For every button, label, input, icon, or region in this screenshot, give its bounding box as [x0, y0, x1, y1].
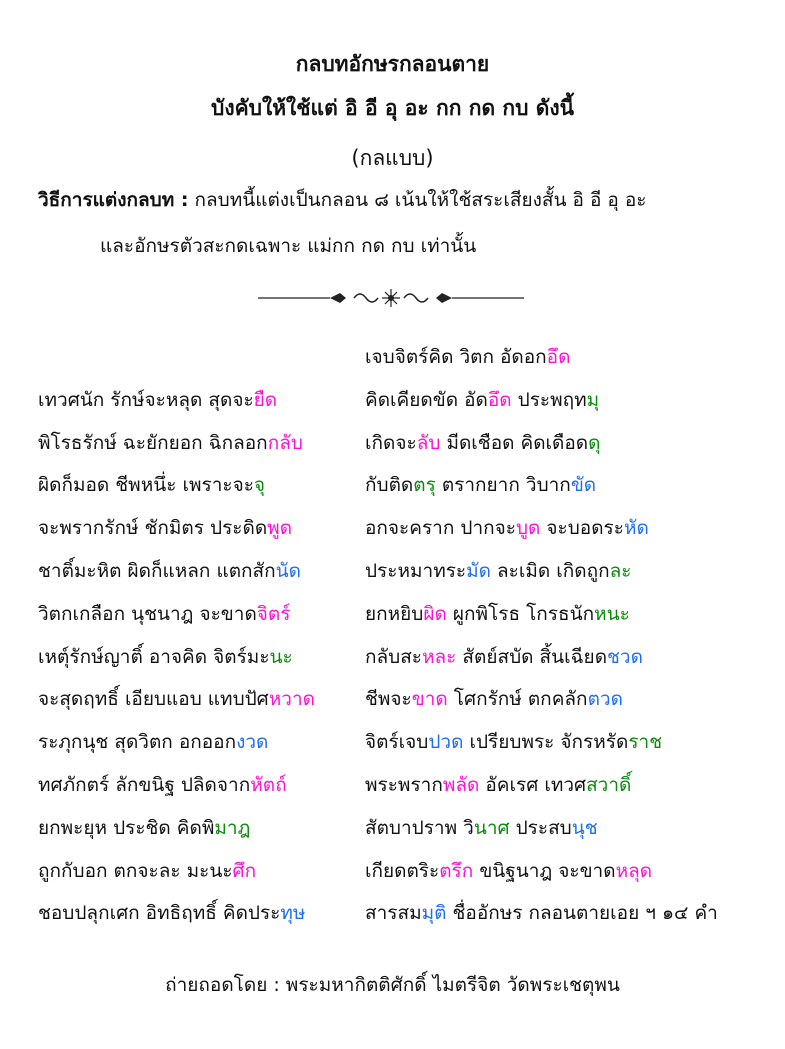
highlight-word: หวาด	[268, 688, 315, 711]
verse-text: กับติด	[365, 474, 414, 497]
highlight-word: มัด	[466, 560, 491, 582]
highlight-word: อึด	[487, 388, 512, 411]
verse-left	[38, 385, 277, 415]
verse-right	[365, 342, 570, 372]
highlight-word: หัด	[623, 517, 649, 540]
ornament-divider	[258, 286, 524, 310]
highlight-word: หละ	[422, 645, 457, 668]
highlight-word: มาฎ	[214, 816, 251, 839]
verse-text: วิตกเกลือก นุชนาฎ จะขาด	[38, 602, 257, 625]
highlight-word: จุ	[253, 474, 266, 497]
verse-text: ประสบ	[509, 816, 572, 839]
verse-text: ชาติ์มะหิต ผิดก็แหลก แตกสัก	[38, 560, 276, 582]
highlight-word: ขาด	[411, 688, 448, 711]
verse-left	[38, 599, 290, 629]
verse-text: ชีพจะ	[365, 688, 412, 711]
highlight-word: สวาดิ์	[586, 774, 632, 796]
verse-left	[38, 513, 292, 543]
verse-text: ชื่ออักษร กลอนตายเอย ฯ ๑๔ คำ	[446, 902, 718, 925]
highlight-word: ลับ	[416, 431, 441, 454]
verse-text: เหตุ์รักษ์ญาติ์ อาจคิด จิตร์มะ	[38, 645, 270, 668]
method-text-1: กลบทนี้แต่งเป็นกลอน ๘ เน้นให้ใช้สระเสียงสั้น อิ อี อุ อะ	[194, 189, 647, 211]
verse-right	[365, 513, 649, 543]
highlight-word: ราช	[628, 731, 663, 754]
verse-left	[38, 727, 268, 757]
highlight-word: กลับ	[267, 431, 303, 454]
verse-text: เปรียบพระ จักรหรัด	[463, 731, 629, 754]
verse-text: อัคเรศ เทวศ	[479, 774, 587, 796]
verse-text: จิตร์เจบ	[365, 731, 429, 754]
verse-text: ละเมิด เกิดถูก	[491, 560, 610, 582]
highlight-word: หลุด	[615, 859, 653, 882]
verse-text: ทศภักตร์ ลักขนิฐ ปลิดจาก	[38, 774, 251, 796]
verse-text: สัตบาปราพ วิ	[365, 816, 474, 839]
verse-text: โศกรักษ์ ตกคลัก	[447, 688, 588, 711]
verse-left	[38, 813, 250, 843]
verse-left	[38, 684, 315, 714]
verse-text: ยกหยิบ	[365, 602, 424, 625]
verse-text: กลับสะ	[365, 645, 423, 668]
verse-right	[365, 856, 652, 886]
title-line-2: บังคับให้ใช้แต่ อิ อี อุ อะ กก กด กบ ดังนี้	[210, 96, 575, 120]
method-line-2: และอักษรตัวสะกดเฉพาะ แม่กก กด กบ เท่านั้น	[100, 235, 477, 257]
highlight-word: ตรุ	[413, 474, 436, 497]
highlight-word: อึด	[546, 346, 571, 368]
verse-text: ยกพะยุห ประชิด คิดพิ	[38, 816, 215, 839]
credit-line: ถ่ายถอดโดย : พระมหากิตติศักดิ์ ไมตรีจิต วัดพระเชตุพน	[165, 974, 620, 996]
verse-text: เจบจิตร์คิด วิตก อัดอก	[365, 346, 547, 368]
verse-text: ตรากยาก วิบาก	[435, 474, 571, 497]
verse-text: ชอบปลุกเศก อิทธิฤทธิ์ คิดประ	[38, 902, 281, 925]
verse-text: จะบอดระ	[540, 517, 624, 540]
method-line-1	[38, 185, 646, 215]
verse-text: เกิดจะ	[365, 431, 417, 454]
title-line-1: กลบทอักษรกลอนตาย	[295, 52, 490, 76]
highlight-word: ตรึก	[439, 859, 474, 882]
verse-text: สัตย์สบัด สิ้นเฉียด	[456, 645, 608, 668]
verse-text: สารสม	[365, 902, 422, 925]
verse-right	[365, 813, 598, 843]
verse-right	[365, 642, 643, 672]
highlight-word: หนะ	[594, 602, 630, 625]
verse-left	[38, 428, 303, 458]
title-line-3: (กลแบบ)	[351, 146, 434, 170]
highlight-word: ขัด	[570, 474, 597, 497]
highlight-word: พูด	[267, 517, 293, 540]
verse-right	[365, 898, 718, 928]
verse-text: ระภุกนุช สุดวิตก อกออก	[38, 731, 237, 754]
verse-text: ผิดก็มอด ชีพหนึ่ะ เพราะจะ	[38, 474, 254, 497]
verse-text: ประพฤท	[511, 388, 587, 411]
highlight-word: ละ	[609, 560, 632, 582]
verse-left	[38, 556, 301, 586]
verse-right	[365, 470, 596, 500]
verse-left	[38, 770, 287, 800]
verse-text: จะพรากรักษ์ ชักมิตร ประดิด	[38, 517, 268, 540]
highlight-word: ผิด	[423, 602, 447, 625]
verse-text: พิโรธรักษ์ ฉะยักยอก ฉิกลอก	[38, 431, 268, 454]
highlight-word: ทุษ	[280, 902, 306, 925]
verse-text: อกจะคราก ปากจะ	[365, 517, 516, 540]
highlight-word: หัตถ์	[250, 774, 287, 796]
highlight-word: บูด	[515, 517, 541, 540]
highlight-word: ตวด	[587, 688, 623, 711]
highlight-word: พลัด	[442, 774, 480, 796]
highlight-word: นาศ	[473, 816, 510, 839]
verse-text: เทวศนัก รักษ์จะหลุด สุดจะ	[38, 388, 254, 411]
highlight-word: ปวด	[428, 731, 464, 754]
verse-text: จะสุดฤทธิ์ เอียบแอบ แทบปัศ	[38, 688, 269, 711]
highlight-word: ยืด	[253, 388, 278, 411]
verse-text: ขนิฐนาฎ จะขาด	[473, 859, 616, 882]
highlight-word: ศึก	[232, 859, 257, 882]
verse-text: มีดเชือด คิดเดือด	[440, 431, 589, 454]
verse-left	[38, 470, 265, 500]
highlight-word: จิตร์	[256, 602, 291, 625]
verse-right	[365, 684, 623, 714]
highlight-word: งวด	[236, 731, 269, 754]
highlight-word: นัด	[275, 560, 301, 582]
verse-right	[365, 556, 632, 586]
method-label: วิธีการแต่งกลบท :	[38, 189, 189, 211]
verse-right	[365, 385, 599, 415]
verse-text: ประหมาทระ	[365, 560, 467, 582]
verse-left	[38, 898, 305, 928]
verse-text: เกียดตริะ	[365, 859, 440, 882]
verse-text: ผูกพิโรธ โกรธนัก	[446, 602, 595, 625]
verse-right	[365, 428, 600, 458]
highlight-word: นุช	[571, 816, 598, 839]
verse-right	[365, 599, 630, 629]
verse-text: ถูกกับอก ตกจะละ มะนะ	[38, 859, 233, 882]
verse-right	[365, 770, 631, 800]
highlight-word: ชวด	[607, 645, 643, 668]
verse-text: พระพราก	[365, 774, 443, 796]
highlight-word: นะ	[269, 645, 293, 668]
verse-right	[365, 727, 662, 757]
verse-text: คิดเคียดขัด อัด	[365, 388, 488, 411]
highlight-word: ดุ	[588, 431, 601, 454]
verse-left	[38, 642, 293, 672]
highlight-word: มุ	[586, 388, 600, 411]
highlight-word: มุติ	[421, 902, 447, 925]
verse-left	[38, 856, 256, 886]
